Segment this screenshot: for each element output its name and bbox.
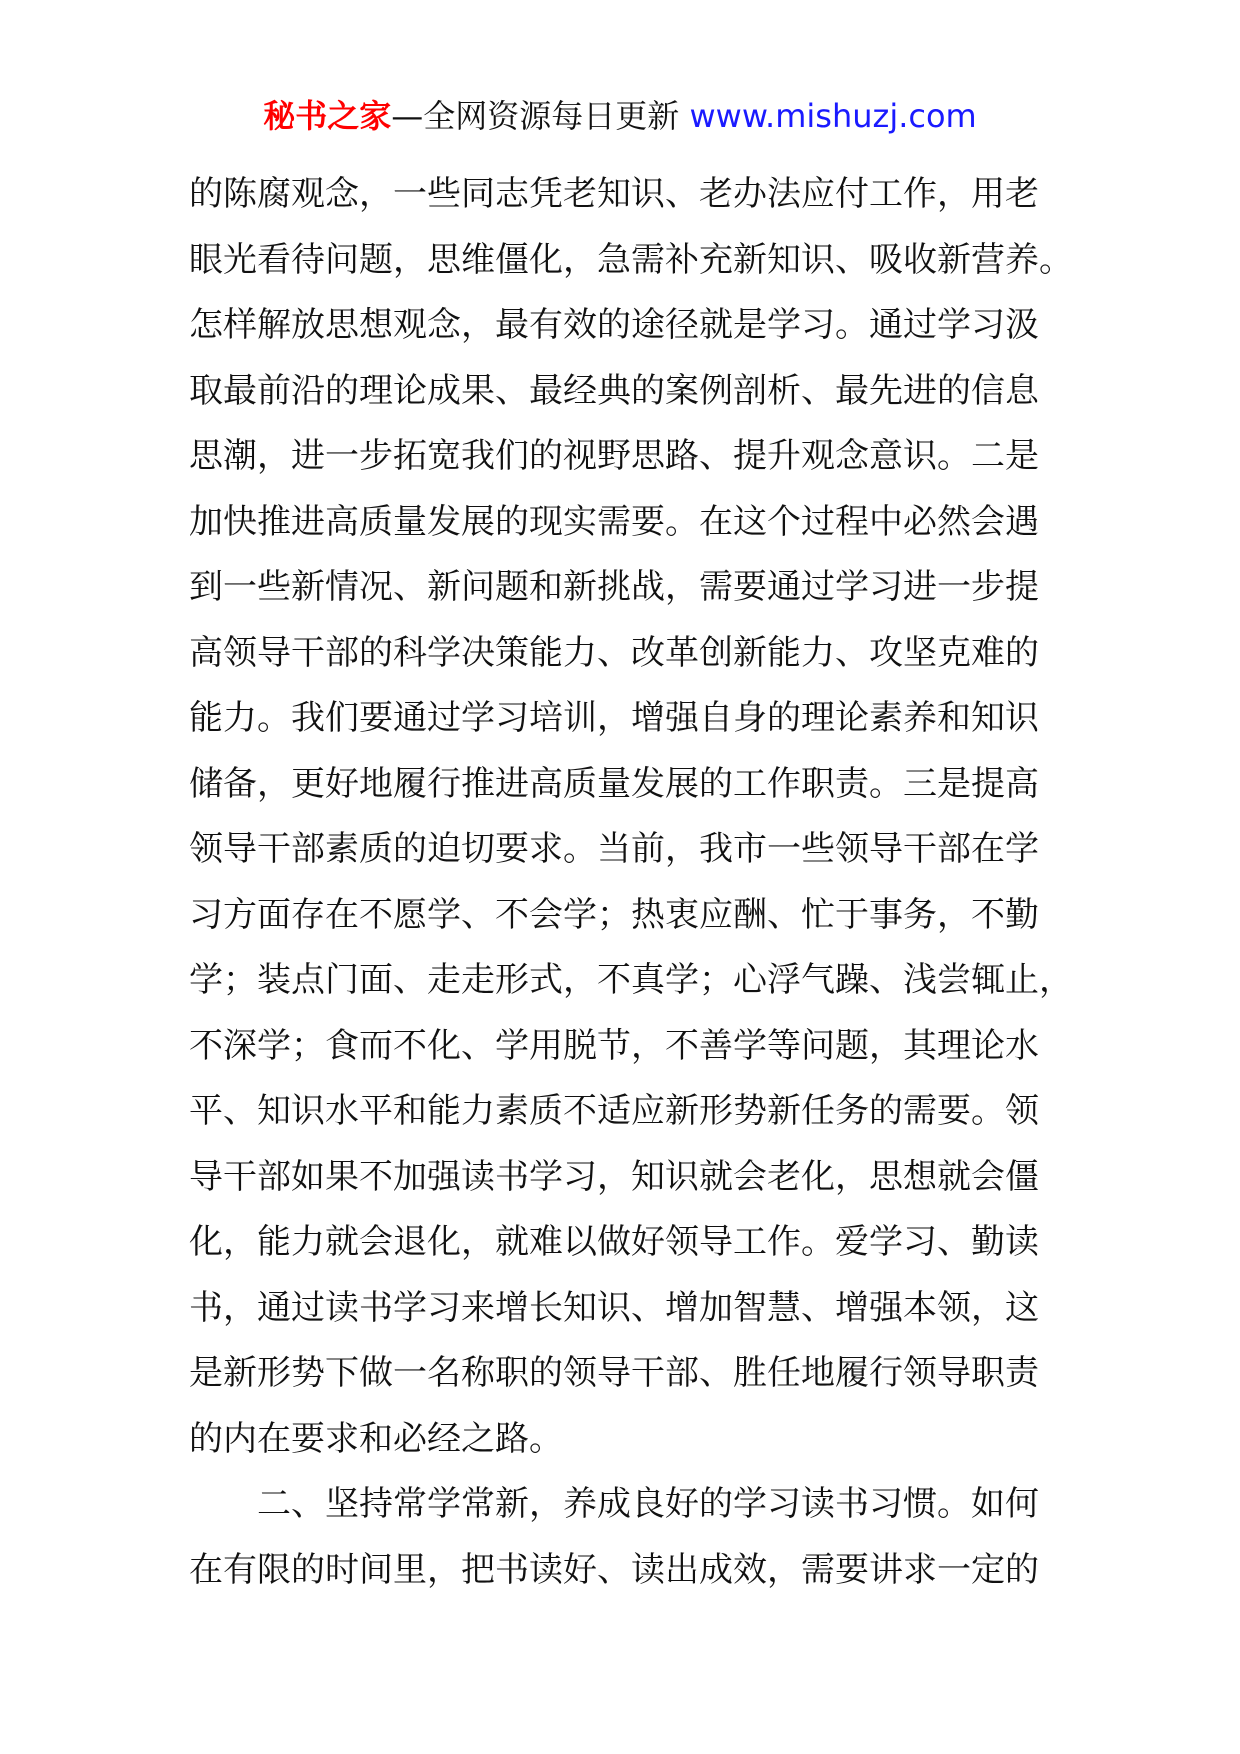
text-line: 不深学；食而不化、学用脱节，不善学等问题，其理论水 xyxy=(189,1025,1039,1066)
text-line: 的内在要求和必经之路。 xyxy=(189,1418,563,1459)
text-line: 眼光看待问题，思维僵化，急需补充新知识、吸收新营养。 xyxy=(189,239,1073,280)
site-url-link[interactable]: www.mishuzj.com xyxy=(689,97,977,135)
text-line: 取最前沿的理论成果、最经典的案例剖析、最先进的信息 xyxy=(189,370,1039,411)
text-line: 思潮，进一步拓宽我们的视野思路、提升观念意识。二是 xyxy=(189,436,1039,476)
text-line: 化，能力就会退化，就难以做好领导工作。爱学习、勤读 xyxy=(189,1222,1039,1262)
text-line: 平、知识水平和能力素质不适应新形势新任务的需要。领 xyxy=(189,1091,1039,1131)
text-line: 加快推进高质量发展的现实需要。在这个过程中必然会遇 xyxy=(189,501,1039,542)
text-line: 高领导干部的科学决策能力、改革创新能力、攻坚克难的 xyxy=(189,632,1039,673)
text-line: 在有限的时间里，把书读好、读出成效，需要讲求一定的 xyxy=(189,1549,1039,1590)
text-line: 能力。我们要通过学习培训，增强自身的理论素养和知识 xyxy=(189,698,1039,738)
text-line: 导干部如果不加强读书学习，知识就会老化，思想就会僵 xyxy=(189,1156,1039,1197)
section-heading-line: 二、坚持常学常新，养成良好的学习读书习惯。如何 xyxy=(257,1484,1039,1524)
text-line: 书，通过读书学习来增长知识、增加智慧、增强本领，这 xyxy=(189,1287,1039,1328)
page-header xyxy=(0,96,1240,136)
text-line: 学；装点门面、走走形式，不真学；心浮气躁、浅尝辄止， xyxy=(189,960,1073,1000)
document-body xyxy=(189,162,1073,1603)
text-line: 怎样解放思想观念，最有效的途径就是学习。通过学习汲 xyxy=(189,305,1039,345)
brand-name: 秘书之家 xyxy=(263,97,392,135)
text-line: 习方面存在不愿学、不会学；热衷应酬、忙于事务，不勤 xyxy=(189,894,1039,935)
header-tagline: —全网资源每日更新 xyxy=(391,97,690,135)
text-line: 是新形势下做一名称职的领导干部、胜任地履行领导职责 xyxy=(189,1353,1039,1393)
text-line: 的陈腐观念，一些同志凭老知识、老办法应付工作，用老 xyxy=(189,174,1039,214)
text-line: 储备，更好地履行推进高质量发展的工作职责。三是提高 xyxy=(189,763,1039,804)
text-line: 到一些新情况、新问题和新挑战，需要通过学习进一步提 xyxy=(189,567,1039,607)
text-line: 领导干部素质的迫切要求。当前，我市一些领导干部在学 xyxy=(189,829,1039,869)
